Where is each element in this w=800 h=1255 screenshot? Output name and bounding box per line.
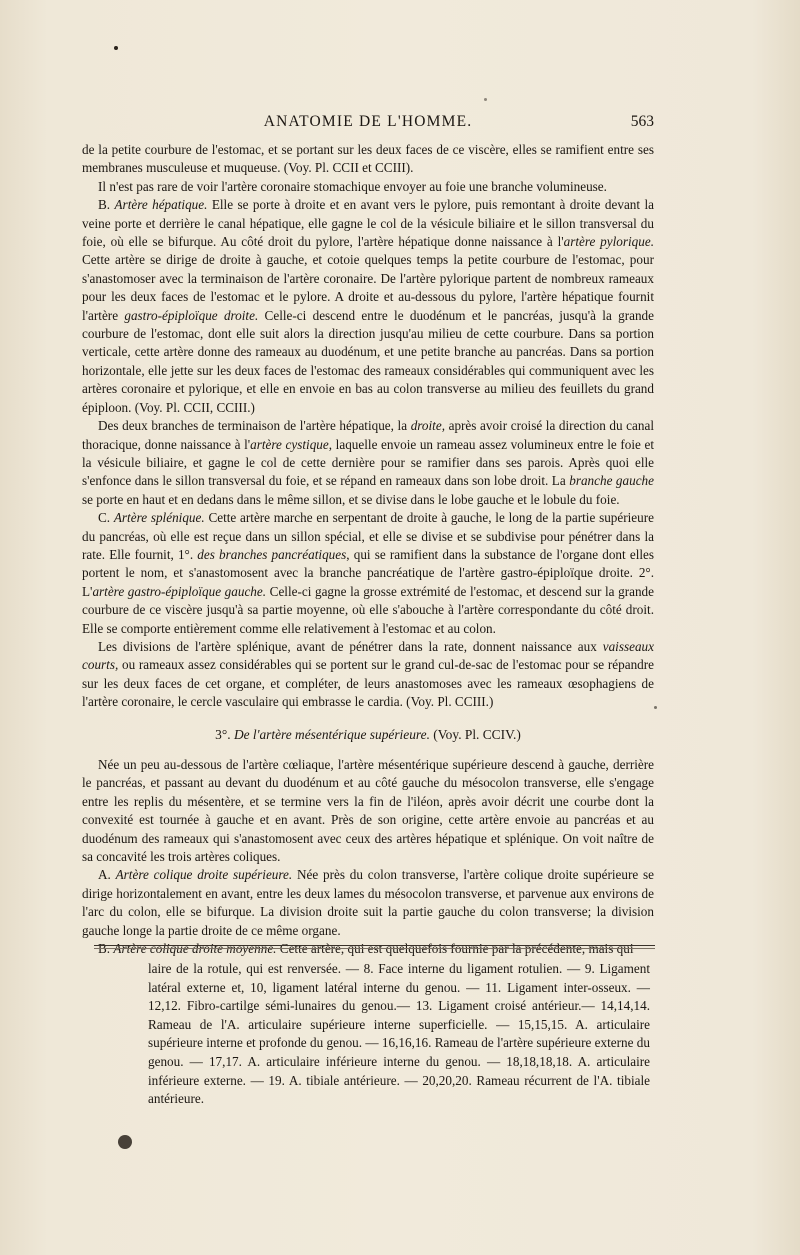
item-letter: B.	[98, 941, 111, 957]
item-letter: A.	[98, 867, 111, 883]
plate-legend-text: laire de la rotule, qui est renversée. — 8. Face interne du ligament rotulien. — 9. Ligament latéral externe et, 10, ligament latéral interne du genou. — 11. Ligament inter-osseux. — 12,12. Fibro-cartilge sémi-lunaires du genou.— 13. Ligament croisé antérieur.— 14,14,14. Rameau de l'A. articulaire supérieure interne superficielle. — 15,15,15. A. articulaire supérieure interne et profonde du genou. — 16,16,16. Rameau de l'artère supérieure externe du genou. — 17,17. A. articulaire inférieure interne du genou. — 18,18,18,18. A. articulaire inférieure externe. — 19. A. tibiale antérieure. — 20,20,20. Rameau récurrent de l'A. tibiale antérieure.	[148, 961, 650, 1107]
paragraph-text: ou rameaux assez considérables qui se portent sur le grand cul-de-sac de l'estomac pour se répandre sur les deux faces de cet organe, et compléter, de leurs anastomoses avec les rameaux œsophagiens de l'artère coronaire, le cercle vasculaire qui embrasse le cardia. (Voy. Pl. CCIII.)	[82, 657, 654, 710]
ink-spot	[114, 46, 118, 50]
ink-spot	[654, 706, 657, 709]
main-text	[82, 141, 654, 958]
paragraph-text: , qui se ramifient dans la substance de l'organe dont elles portent le nom, et s'anastomosent avec la branche pancréatique de l'artère gastro-épiploïque droite. 2°. L'	[82, 546, 655, 599]
paragraph-text: Elle se porte à droite et en avant vers le pylore, puis remontant à droite devant la veine porte et derrière le canal hépatique, elle gagne le col de la vésicule biliaire et le sillon transversal du foie, où elle se bifurque. Au côté droit du pylore, l'artère hépatique donne naissance à l'	[82, 197, 654, 250]
item-heading: Artère hépatique.	[114, 197, 208, 213]
footnote-divider-thin	[94, 948, 655, 949]
item-heading: Artère splénique.	[113, 510, 205, 526]
italic-term: des branches pancréatiques	[197, 546, 347, 562]
item-letter: B.	[98, 197, 111, 213]
paragraph-text: Née un peu au-dessous de l'artère cœliaque, l'artère mésentérique supérieure descend à gauche, derrière le pancréas, et passant au devant du duodénum et au côté gauche du mésocolon transverse, elle s'engage entre les replis du mésentère, et se termine vers la fin de l'iléon, après avoir décrit une courbe dont la convexité est tournée à gauche et en avant. Près de son origine, cette artère envoie au pancréas et au duodénum des rameaux qui s'anastomosent avec ceux des artères hépatique et splénique. On voit naître de sa concavité les trois artères coliques.	[82, 757, 654, 865]
section-reference: (Voy. Pl. CCIV.)	[429, 726, 521, 742]
paragraph	[82, 940, 654, 958]
paragraph-text: Celle-ci descend entre le duodénum et le pancréas, jusqu'à la grande courbure de l'estomac, dont elle suit alors la direction jusqu'au milieu de cette courbure. Dans sa portion verticale, cette artère donne des rameaux au duodénum, et une petite branche au pancréas. Dans sa portion horizontale, elle jette sur les deux faces de l'estomac des rameaux considérables qui communiquent avec les artères coronaire et pylorique, et elle en envoie en bas au colon transverse au milieu des feuillets du grand épiploon. (Voy. Pl. CCII, CCIII.)	[82, 307, 654, 415]
paragraph	[82, 509, 654, 638]
italic-term: branche gauche	[569, 473, 655, 489]
ink-spot	[118, 1135, 132, 1149]
paragraph-text: Les divisions de l'artère splénique, avant de pénétrer dans la rate, donnent naissance aux	[98, 638, 603, 654]
paragraph-text: Des deux branches de terminaison de l'artère hépatique, la	[98, 418, 411, 434]
page-number: 563	[630, 113, 654, 130]
paragraph-text: après avoir croisé la direction du canal thoracique, donne naissance à l'	[82, 418, 654, 452]
paragraph-text: se porte en haut et en dedans dans le même sillon, et se divise dans le lobe gauche et le lobule du foie.	[82, 491, 620, 507]
paragraph-text: Celle-ci gagne la grosse extrémité de l'estomac, et descend sur la grande courbure de ce viscère jusqu'à sa partie moyenne, où elle s'abouche à l'artère correspondante du côté droit. Elle se comporte entièrement comme elle relativement à l'estomac et au colon.	[82, 583, 654, 636]
plate-legend	[148, 960, 650, 1109]
paragraph	[82, 196, 654, 417]
italic-term: gastro-épiploïque droite.	[124, 307, 259, 323]
paragraph-text: de la petite courbure de l'estomac, et se portant sur les deux faces de ce viscère, elles se ramifient entre ses membranes musculeuse et muqueuse. (Voy. Pl. CCII et CCIII).	[82, 142, 654, 176]
paragraph-text: Née près du colon transverse, l'artère colique droite supérieure se dirige horizontalement en avant, entre les deux lames du mésocolon transverse, et parvenue aux environs de l'arc du colon, elle se bifurque. La division droite suit la partie gauche du colon transverse; la division gauche longe la partie droite de ce même organe.	[82, 867, 654, 938]
paragraph	[82, 638, 654, 712]
footnote-divider	[94, 945, 655, 946]
paragraph-text: Cette artère, qui est quelquefois fournie par la précédente, mais qui	[276, 941, 634, 957]
italic-term: artère pylorique.	[563, 234, 655, 250]
paragraph-text: Cette artère marche en serpentant de droite à gauche, le long de la partie supérieure du pancréas, où elle est reçue dans un sillon spécial, et elle se divise et se subdivise pour pénétrer dans la rate. Elle fournit, 1°.	[82, 510, 654, 562]
item-letter: C.	[98, 510, 111, 526]
italic-term: vaisseaux courts,	[82, 638, 654, 673]
italic-term: artère gastro-épiploïque gauche.	[92, 583, 267, 599]
italic-term: droite,	[410, 418, 445, 434]
section-heading	[82, 726, 654, 744]
item-heading: Artère colique droite supérieure.	[115, 867, 293, 883]
paragraph	[82, 417, 654, 509]
running-title: ANATOMIE DE L'HOMME.	[263, 113, 473, 130]
section-title: De l'artère mésentérique supérieure.	[233, 726, 430, 742]
paragraph-text: Il n'est pas rare de voir l'artère coronaire stomachique envoyer au foie une branche volumineuse.	[98, 178, 607, 194]
section-number: 3°.	[215, 726, 231, 742]
page-header	[82, 113, 654, 137]
paragraph	[82, 178, 654, 196]
paragraph	[82, 866, 654, 940]
ink-spot	[484, 98, 487, 101]
paragraph	[82, 756, 654, 866]
paragraph-text: Cette artère se dirige de droite à gauche, et cotoie quelques temps la petite courbure de l'estomac, pour s'anastomoser avec la terminaison de l'artère coronaire. De l'artère pylorique partent de nombreux rameaux pour les deux faces de l'estomac et le pylore. A droite et au-dessous du pylore, l'artère hépatique fournit l'artère	[82, 252, 654, 323]
paragraph-text: , laquelle envoie un rameau assez volumineux entre le foie et la vésicule biliaire, et gagne le col de cette dernière pour se ramifier dans ses parois. Après quoi elle s'enfonce dans le sillon transversal du foie, et se répand en rameaux dans son lobe droit. La	[82, 436, 654, 489]
paragraph	[82, 141, 654, 178]
item-heading: Artère colique droite moyenne.	[113, 941, 277, 957]
italic-term: artère cystique	[250, 436, 329, 452]
